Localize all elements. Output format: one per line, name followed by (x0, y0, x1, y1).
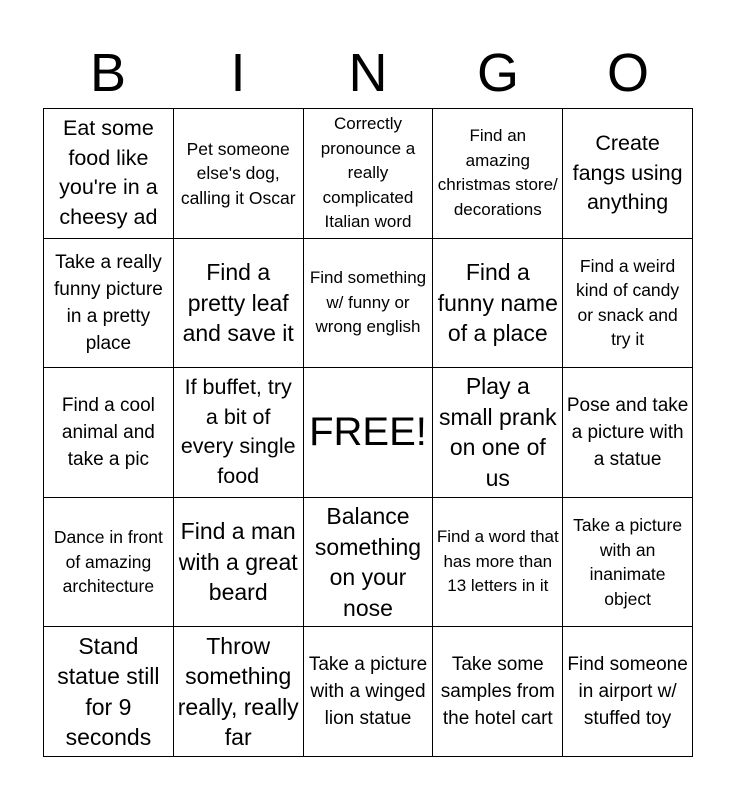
bingo-cell-r2-c5[interactable] (563, 239, 693, 369)
cell-text: Find a word that has more than 13 letters in it (436, 527, 559, 596)
bingo-cell-r5-c2[interactable] (174, 627, 304, 757)
bingo-cell-r4-c3[interactable] (304, 498, 434, 628)
cell-text: Balance something on your nose (314, 503, 422, 621)
bingo-cell-r1-c2[interactable] (174, 109, 304, 239)
bingo-cell-r2-c1[interactable] (44, 239, 174, 369)
cell-text: Find a cool animal and take a pic (61, 394, 155, 470)
bingo-cell-r5-c4[interactable] (433, 627, 563, 757)
cell-text: Find an amazing christmas store/ decorations (437, 126, 558, 219)
cell-text: Create fangs using anything (572, 131, 683, 215)
cell-text: Take a really funny picture in a pretty place (54, 251, 163, 354)
free-space-text: FREE! (309, 410, 427, 455)
cell-text: Pose and take a picture with a statue (566, 394, 689, 470)
cell-text: Eat some food like you're in a cheesy ad (59, 116, 158, 229)
cell-text: Take some samples from the hotel cart (440, 654, 555, 730)
cell-text: Find something w/ funny or wrong english (309, 268, 427, 337)
cell-text: Take a picture with an inanimate object (573, 515, 683, 609)
header-letter-i: I (230, 43, 246, 103)
bingo-cell-r1-c4[interactable] (433, 109, 563, 239)
cell-text: Find a weird kind of candy or snack and try it (576, 255, 680, 350)
bingo-cell-r1-c3[interactable] (304, 109, 434, 239)
cell-text: If buffet, try a bit of every single food (180, 375, 296, 488)
header-letter-b: B (89, 43, 127, 103)
cell-text: Throw something really, really far (177, 632, 299, 751)
bingo-cell-r4-c4[interactable] (433, 498, 563, 628)
cell-text: Find a pretty leaf and save it (182, 259, 294, 347)
bingo-cell-r5-c3[interactable] (304, 627, 434, 757)
bingo-cell-r5-c1[interactable] (44, 627, 174, 757)
bingo-cell-r4-c5[interactable] (563, 498, 693, 628)
cell-text: Find someone in airport w/ stuffed toy (567, 654, 688, 730)
bingo-cell-r2-c2[interactable] (174, 239, 304, 369)
bingo-cell-r5-c5[interactable] (563, 627, 693, 757)
bingo-cell-r3-c1[interactable] (44, 368, 174, 498)
cell-text: Pet someone else's dog, calling it Oscar (180, 138, 296, 208)
header-letter-g: G (476, 43, 519, 103)
bingo-board (43, 108, 693, 757)
cell-text: Stand statue still for 9 seconds (57, 632, 160, 751)
header-letter-n: N (348, 43, 388, 103)
cell-text: Play a small prank on one of us (438, 373, 557, 491)
bingo-cell-r3-c5[interactable] (563, 368, 693, 498)
cell-text: Dance in front of amazing architecture (53, 527, 163, 597)
header-letter-o: O (606, 43, 649, 103)
cell-text: Take a picture with a winged lion statue (308, 654, 428, 730)
bingo-cell-r4-c2[interactable] (174, 498, 304, 628)
bingo-cell-r3-c4[interactable] (433, 368, 563, 498)
bingo-cell-r1-c1[interactable] (44, 109, 174, 239)
bingo-cell-r2-c3[interactable] (304, 239, 434, 369)
bingo-cell-r1-c5[interactable] (563, 109, 693, 239)
bingo-header (43, 42, 693, 104)
bingo-cell-r3-c2[interactable] (174, 368, 304, 498)
bingo-cell-free[interactable] (304, 368, 434, 498)
cell-text: Find a man with a great beard (178, 518, 298, 606)
cell-text: Correctly pronounce a really complicated Italian word (320, 114, 416, 232)
bingo-cell-r2-c4[interactable] (433, 239, 563, 369)
cell-text: Find a funny name of a place (437, 259, 558, 347)
bingo-cell-r4-c1[interactable] (44, 498, 174, 628)
